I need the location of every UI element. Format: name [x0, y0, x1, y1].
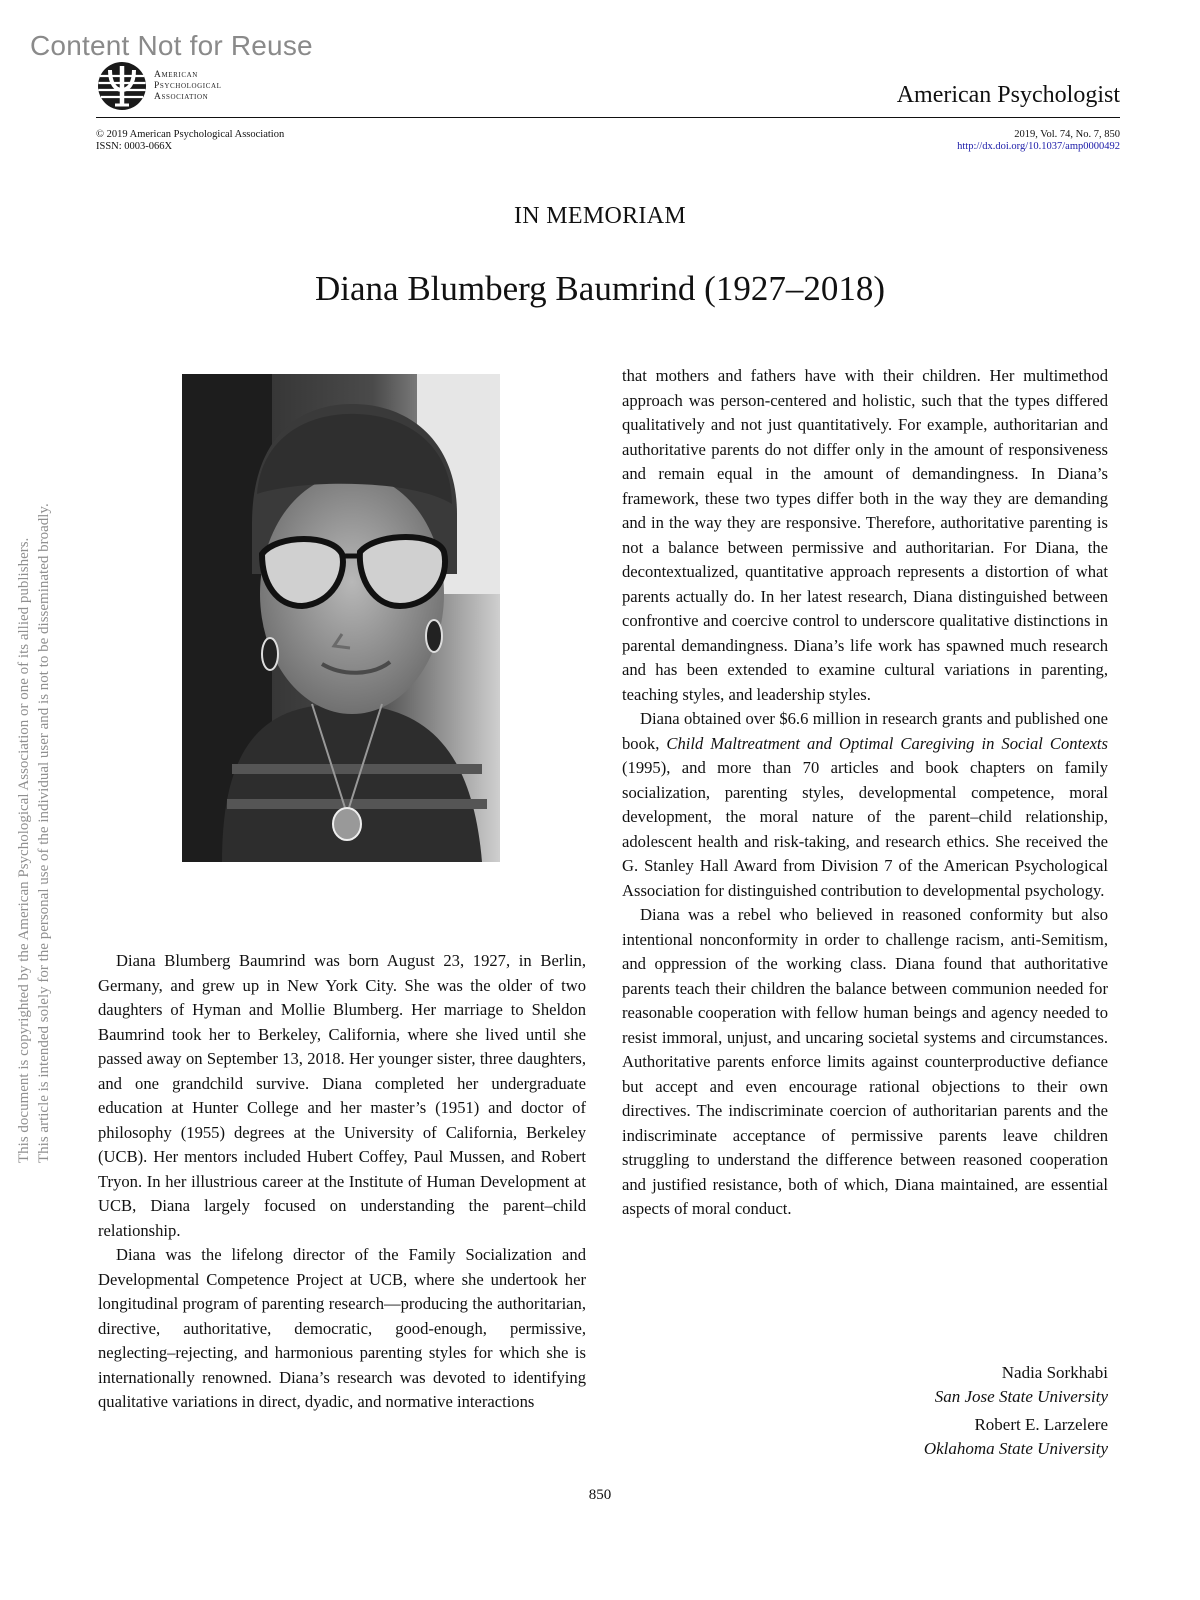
copyright-line: © 2019 American Psychological Association — [96, 129, 285, 140]
portrait-photo — [182, 374, 500, 862]
publisher-logo — [96, 60, 222, 112]
copyright-info — [96, 129, 284, 153]
section-title: IN MEMORIAM — [514, 203, 686, 229]
author-affiliation: San Jose State University — [934, 1387, 1108, 1406]
paragraph-research-continued: that mothers and fathers have with their children. Her multimethod approach was person-centered and holistic, such that the types differed qualitatively and not just quantitatively. For example, authoritarian and authoritative parents do not differ only in the amount of responsiveness and remain equal in the amount of demandingness. In Diana’s framework, these two types differ both in the way they are demanding and in the way they are responsive. Therefore, authoritative parenting is not a balance between permissive and authoritarian. For Diana, the decontextualized, quantitative approach represents a distortion of what parents actually do. In her latest research, Diana distinguished between confrontive and coercive control to underscore qualitative distinctions in parental demandingness. Diana’s life work has spawned much research and has been extended to examine cultural variations in parenting, teaching styles, and leadership styles. — [622, 366, 1108, 704]
publisher-name: American Psychological Association — [154, 69, 222, 102]
issn-line: ISSN: 0003-066X — [96, 141, 173, 152]
page-number: 850 — [588, 1487, 612, 1503]
paragraph-research-program: Diana was the lifelong director of the Family Socialization and Developmental Competence Project at UCB, where she undertook her longitudinal program of parenting research—producing the authoritarian, directive, authoritative, democratic, good-enough, permissive, neglecting–rejecting, and harmonious parenting styles for which she is internationally renowned. Diana’s research was devoted to identifying qualitative variations in direct, dyadic, and normative interactions — [98, 1245, 586, 1411]
apa-psi-logo-icon — [96, 60, 148, 112]
paragraph-publications: Diana obtained over $6.6 million in research grants and published one book, Child Maltreatment and Optimal Caregiving in Social Contexts (1995), and more than 70 articles and book chapters on family socialization, parenting styles, developmental competence, moral development, the moral nature of the parent–child relationship, adolescent health and risk-taking, and research ethics. She received the G. Stanley Hall Award from Division 7 of the American Psychological Association for distinguished contribution to developmental psychology. — [622, 709, 1108, 900]
left-column — [98, 949, 586, 1415]
right-column — [622, 364, 1108, 1222]
author-affiliation: Oklahoma State University — [923, 1439, 1108, 1458]
doi-link[interactable]: http://dx.doi.org/10.1037/amp0000492 — [957, 141, 1120, 152]
author-name: Nadia Sorkhabi — [1001, 1363, 1108, 1382]
paragraph-legacy: Diana was a rebel who believed in reasoned conformity but also intentional nonconformity in order to challenge racism, anti-Semitism, and oppression of the working class. Diana found that authoritative parents teach their children the balance between communion needed for reasonable cooperation with fellow human beings and agency needed to resist immoral, unjust, and uncaring societal systems and circumstances. Authoritative parents enforce limits against counterproductive defiance but accept and even encourage rational objections to their own directives. The indiscriminate coercion of authoritarian parents and the indiscriminate acceptance of permissive parents leave children struggling to understand the difference between reasoned cooperation and justified resistance, both of which, Diana maintained, are essential aspects of moral conduct. — [622, 905, 1108, 1218]
book-title: Child Maltreatment and Optimal Caregiving in Social Contexts — [666, 733, 1108, 753]
citation-info — [957, 129, 1120, 153]
author-signature — [924, 1413, 1108, 1461]
author-signature — [935, 1361, 1108, 1409]
journal-name: American Psychologist — [896, 82, 1120, 108]
author-name: Robert E. Larzelere — [974, 1415, 1108, 1434]
citation-line: 2019, Vol. 74, No. 7, 850 — [1014, 129, 1120, 140]
article-title: Diana Blumberg Baumrind (1927–2018) — [315, 269, 885, 308]
header-divider — [96, 117, 1120, 118]
paragraph-biography: Diana Blumberg Baumrind was born August 23, 1927, in Berlin, Germany, and grew up in New York City. She was the older of two daughters of Hyman and Mollie Blumberg. Her marriage to Sheldon Baumrind took her to Berkeley, California, where she lived until she passed away on September 13, 2018. Her younger sister, three daughters, and one grandchild survive. Diana completed her undergraduate education at Hunter College and her master’s (1951) and doctor of philosophy (1955) degrees at the University of California, Berkeley (UCB). Her mentors included Hubert Coffey, Paul Mussen, and Robert Tryon. In her illustrious career at the Institute of Human Development at UCB, Diana largely focused on understanding the parent–child relationship. — [98, 951, 586, 1240]
copyright-side-notice: This document is copyrighted by the American Psychological Association or one of its allied publishers. This article is intended solely for the personal use of the individual user and is not to be disseminated broadly. — [16, 503, 52, 1163]
watermark-text: Content Not for Reuse — [30, 30, 313, 61]
